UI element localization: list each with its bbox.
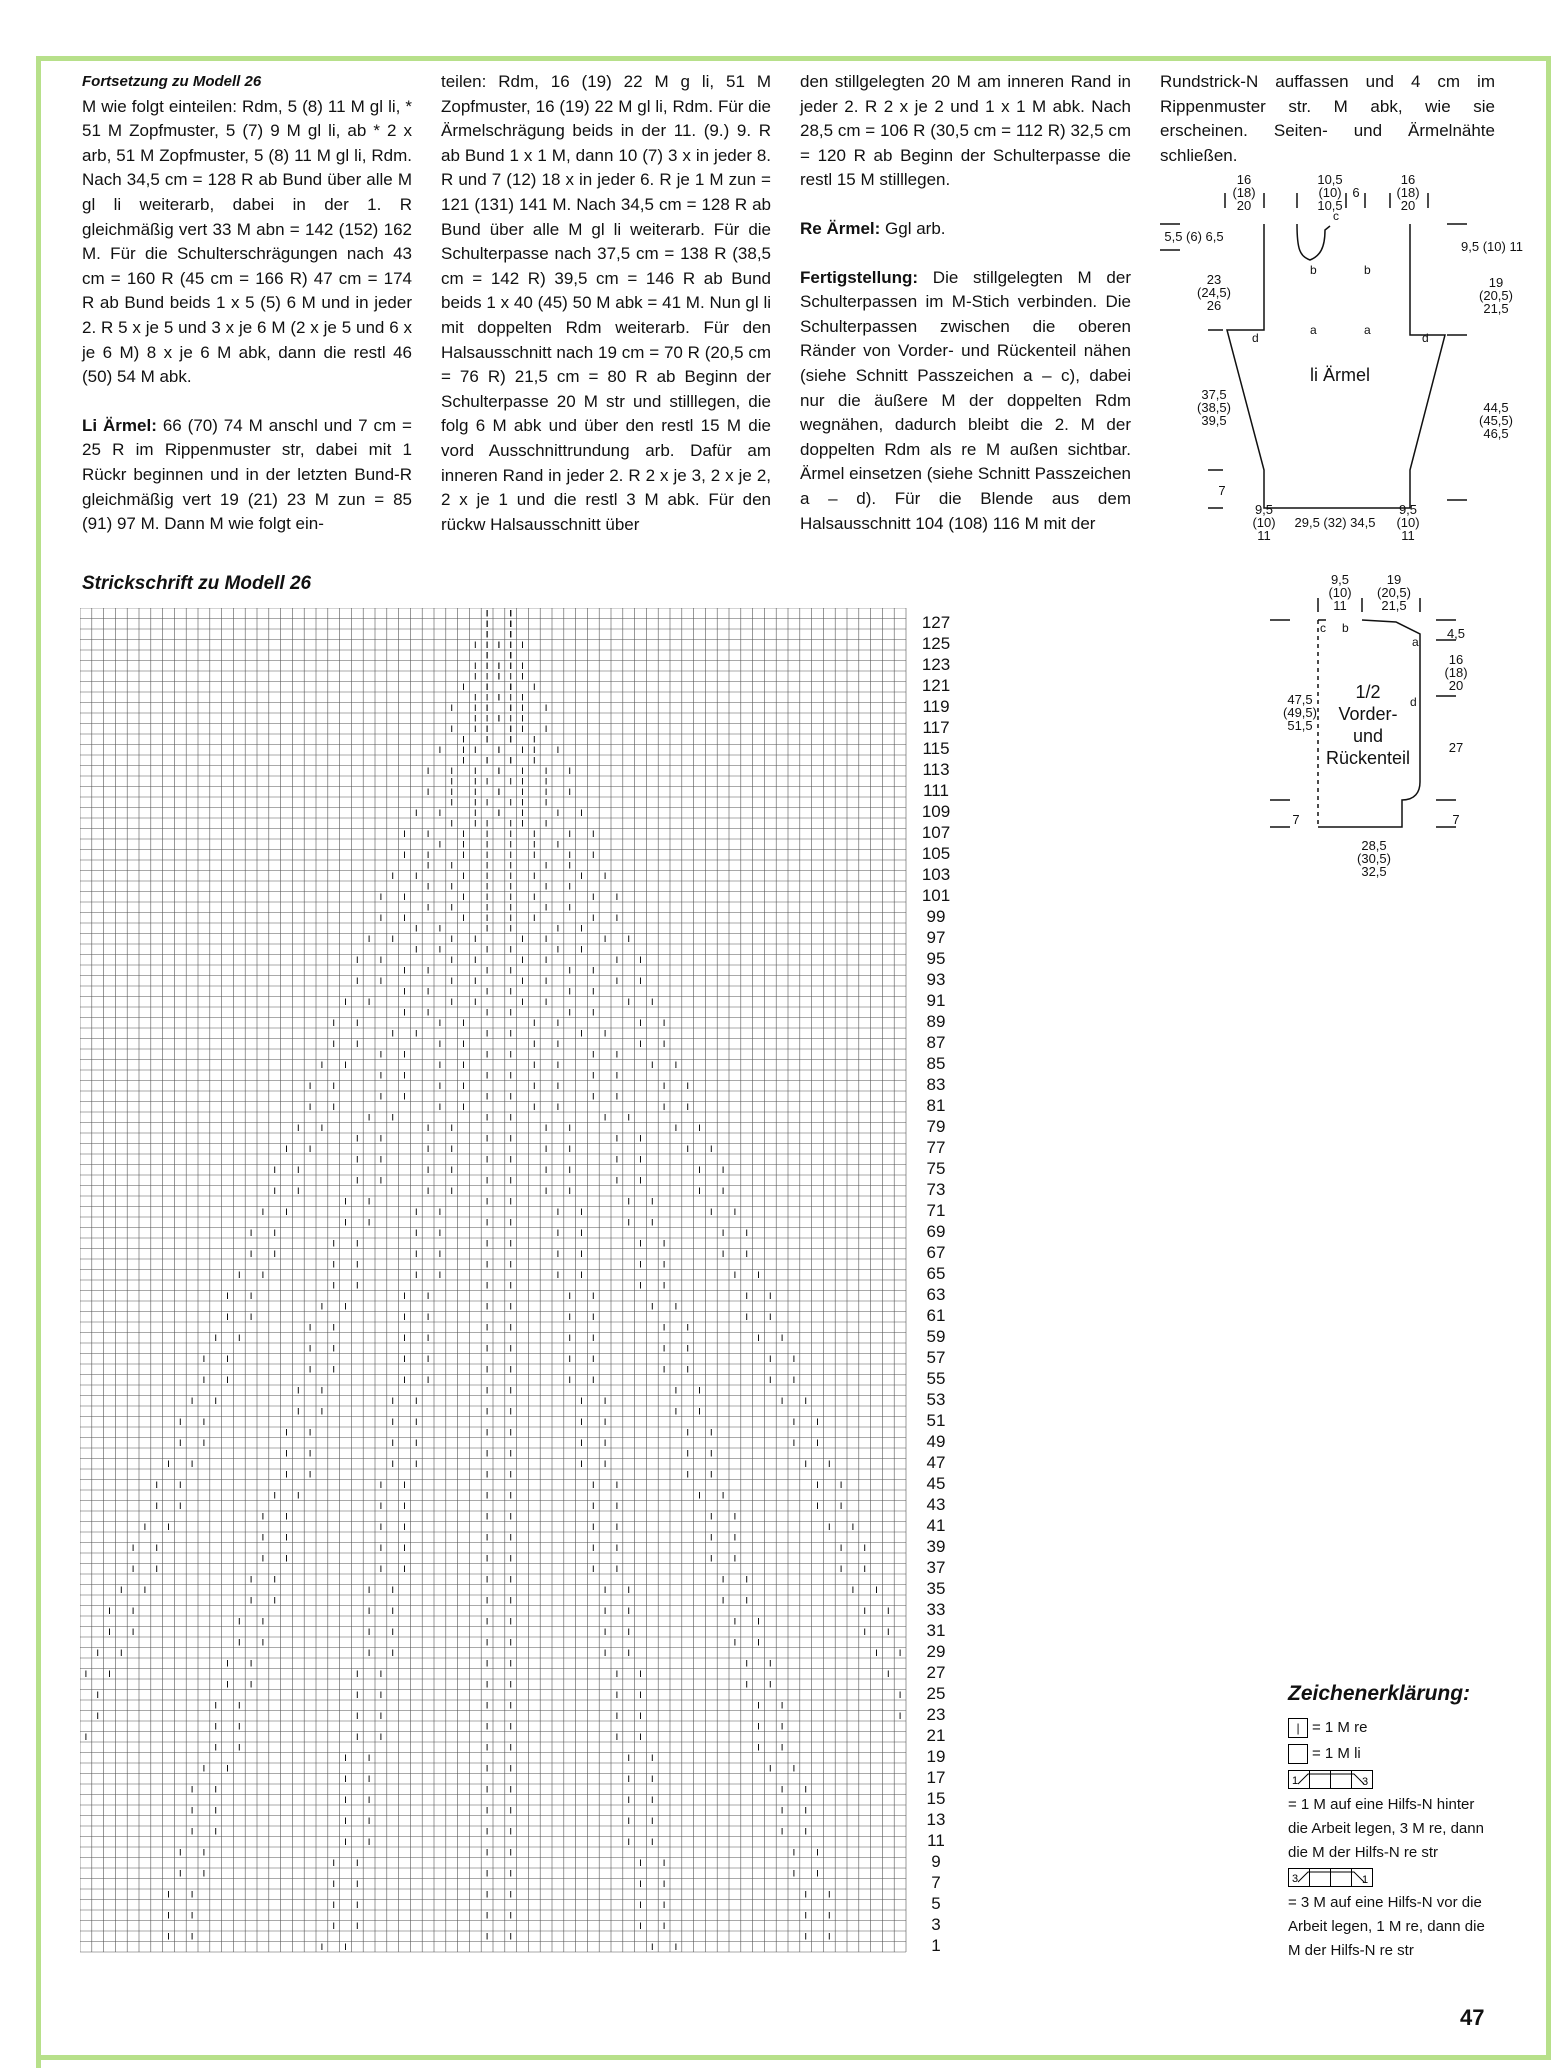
schematic-title: und bbox=[1352, 726, 1384, 746]
paragraph bbox=[800, 217, 1131, 242]
paragraph-label: Re Ärmel: bbox=[800, 218, 881, 238]
row-number: 53 bbox=[926, 1389, 946, 1409]
row-number: 83 bbox=[926, 1074, 946, 1094]
legend-item-purl bbox=[1288, 1741, 1498, 1767]
row-number: 87 bbox=[926, 1032, 946, 1052]
row-number: 81 bbox=[926, 1095, 946, 1115]
dim-text: 9,5 bbox=[1254, 502, 1274, 517]
cross-left-symbol-icon bbox=[1288, 1868, 1374, 1888]
row-number: 37 bbox=[926, 1557, 946, 1577]
dim-text: 20 bbox=[1400, 198, 1416, 213]
dim-text: 26 bbox=[1206, 298, 1222, 313]
row-number: 35 bbox=[926, 1578, 946, 1598]
chart-title: Strickschrift zu Modell 26 bbox=[82, 573, 312, 594]
paragraph: Rundstrick-N auffassen und 4 cm im Rippenmuster str. M abk, wie sie erscheinen. Seiten- und Ärmelnähte schließen. bbox=[1160, 72, 1495, 165]
dim-text: 16 bbox=[1400, 172, 1416, 187]
dim-text: (18) bbox=[1232, 185, 1256, 200]
row-number: 23 bbox=[926, 1704, 946, 1724]
dim-text: 19 bbox=[1386, 572, 1402, 587]
dim-text: (10) bbox=[1318, 185, 1342, 200]
text-column-4 bbox=[1160, 70, 1495, 168]
text-column-2 bbox=[441, 70, 771, 537]
row-number: 99 bbox=[926, 906, 946, 926]
dim-text: (20,5) bbox=[1479, 288, 1513, 303]
row-number: 111 bbox=[923, 780, 949, 800]
row-number: 63 bbox=[926, 1284, 946, 1304]
legend-text: = 1 M li bbox=[1312, 1745, 1361, 1762]
purl-symbol-icon bbox=[1288, 1744, 1308, 1764]
row-number: 79 bbox=[926, 1116, 946, 1136]
row-number: 105 bbox=[921, 843, 951, 863]
legend bbox=[1288, 1683, 1498, 1963]
row-number: 73 bbox=[926, 1179, 946, 1199]
dim-text: 21,5 bbox=[1483, 301, 1509, 316]
dim-text: (18) bbox=[1396, 185, 1420, 200]
row-number: 77 bbox=[926, 1137, 946, 1157]
pass-mark: a bbox=[1412, 635, 1419, 649]
paragraph: teilen: Rdm, 16 (19) 22 M g li, 51 M Zopfmuster, 16 (19) 22 M gl li, Rdm. Für die Ärmelschrägung beids in der 11. (9.) 9. R ab Bund 1 x 1 M, dann 10 (7) 3 x in jeder 8. R und 7 (12) 18 x in jeder 6. R je 1 M zun = 121 (131) 141 M. Nach 34,5 cm = 128 R ab Bund über alle M gl li weiterarb. Für die Schulterpasse nach 37,5 cm = 138 R (38,5 cm = 142 R) 39,5 cm = 146 R ab Bund beids 1 x 40 (45) 50 M abk = 41 M. Nun gl li mit doppelten Rdm weiterarb. Für den Halsausschnitt nach 19 cm = 70 R (20,5 cm = 76 R) 21,5 cm = 80 R ab Beginn der Schulterpasse 20 M str und stilllegen, die folg 6 M abk und über den restl 15 M die vord Ausschnittrundung arb. Dafür am inneren Rand in jeder 2. R 2 x je 3, 2 x je 2, 2 x je 1 und die restl 3 M abk. Für den rückw Halsausschnitt über bbox=[441, 72, 771, 534]
row-number: 55 bbox=[926, 1368, 946, 1388]
dim-text: 7 bbox=[1218, 483, 1226, 498]
row-number: 103 bbox=[921, 864, 951, 884]
row-number: 21 bbox=[926, 1725, 946, 1745]
row-number: 121 bbox=[921, 675, 951, 695]
dim-text: 27 bbox=[1448, 740, 1464, 755]
pass-mark: a bbox=[1310, 323, 1317, 337]
pass-mark: d bbox=[1422, 331, 1429, 345]
row-number: 17 bbox=[926, 1767, 946, 1787]
row-number: 9 bbox=[931, 1851, 941, 1871]
row-number: 69 bbox=[926, 1221, 946, 1241]
row-number: 61 bbox=[926, 1305, 946, 1325]
row-number: 65 bbox=[926, 1263, 946, 1283]
legend-text: = 1 M re bbox=[1312, 1719, 1368, 1736]
row-number: 11 bbox=[927, 1830, 945, 1850]
row-number: 39 bbox=[926, 1536, 946, 1556]
row-number: 97 bbox=[926, 927, 946, 947]
row-number: 27 bbox=[926, 1662, 946, 1682]
paragraph: den stillgelegten 20 M am inneren Rand in jeder 2. R 2 x je 2 und 1 x 1 M abk. Nach 28,5 cm = 106 R (30,5 cm = 112 R) 32,5 cm = 120 R ab Beginn der Schulterpasse die restl 15 M stilllegen. bbox=[800, 72, 1131, 190]
dim-text: 19 bbox=[1488, 275, 1504, 290]
legend-text: = 1 M auf eine Hilfs-N hinter die Arbeit legen, 3 M re, dann die M der Hilfs-N re str bbox=[1288, 1796, 1484, 1861]
row-number: 47 bbox=[926, 1452, 946, 1472]
row-number: 127 bbox=[921, 612, 951, 632]
symbol-number: 3 bbox=[1292, 1873, 1299, 1885]
dim-text: 37,5 bbox=[1201, 387, 1227, 402]
dim-text: 7 bbox=[1452, 812, 1460, 827]
knitting-chart bbox=[80, 608, 1190, 2008]
dim-text: 11 bbox=[1257, 528, 1271, 543]
row-number: 25 bbox=[926, 1683, 946, 1703]
row-number: 45 bbox=[926, 1473, 946, 1493]
row-number: 43 bbox=[926, 1494, 946, 1514]
dim-text: 10,5 bbox=[1317, 198, 1343, 213]
row-number: 59 bbox=[926, 1326, 946, 1346]
row-number: 119 bbox=[922, 696, 950, 716]
text-column-3 bbox=[800, 70, 1131, 536]
dim-text: 32,5 bbox=[1361, 864, 1387, 879]
row-number: 95 bbox=[926, 948, 946, 968]
paragraph-body: Ggl arb. bbox=[880, 218, 946, 238]
row-number: 85 bbox=[926, 1053, 946, 1073]
legend-item-cross-right bbox=[1288, 1767, 1498, 1793]
row-number: 51 bbox=[926, 1410, 946, 1430]
paragraph-label: Fertigstellung: bbox=[800, 267, 919, 287]
dim-text: 5,5 (6) 6,5 bbox=[1164, 229, 1224, 244]
legend-text: = 3 M auf eine Hilfs-N vor die Arbeit legen, 1 M re, dann die M der Hilfs-N re str bbox=[1288, 1894, 1485, 1959]
dim-text: (20,5) bbox=[1377, 585, 1411, 600]
row-number: 115 bbox=[922, 738, 950, 758]
row-number: 113 bbox=[922, 759, 950, 779]
pass-mark: d bbox=[1410, 695, 1417, 709]
row-number: 13 bbox=[926, 1809, 946, 1829]
text-column-1 bbox=[82, 70, 412, 537]
pass-mark: b bbox=[1364, 263, 1371, 277]
dim-text: 16 bbox=[1448, 652, 1464, 667]
row-number: 31 bbox=[926, 1620, 946, 1640]
body-schematic bbox=[1270, 572, 1510, 882]
legend-item-knit bbox=[1288, 1715, 1498, 1741]
dim-text: 16 bbox=[1236, 172, 1252, 187]
dim-text: 28,5 bbox=[1361, 838, 1387, 853]
legend-title: Zeichenerklärung: bbox=[1288, 1682, 1471, 1705]
dim-text: 51,5 bbox=[1287, 718, 1313, 733]
cross-right-symbol-icon bbox=[1288, 1770, 1374, 1790]
row-number: 125 bbox=[921, 633, 951, 653]
dim-text: 44,5 bbox=[1483, 400, 1509, 415]
row-number: 89 bbox=[926, 1011, 946, 1031]
dim-text: 39,5 bbox=[1201, 413, 1227, 428]
paragraph-body: 66 (70) 74 M anschl und 7 cm = 25 R im Rippenmuster str, dabei mit 1 Rückr beginnen und in der letzten Bund-R gleichmäßig vert 19 (21) 23 M zun = 85 (91) 97 M. Dann M wie folgt ein- bbox=[82, 415, 412, 534]
row-number: 109 bbox=[921, 801, 951, 821]
row-number: 41 bbox=[926, 1515, 946, 1535]
row-number: 33 bbox=[926, 1599, 946, 1619]
dim-text: 9,5 bbox=[1398, 502, 1418, 517]
row-number: 107 bbox=[921, 822, 951, 842]
dim-text: (18) bbox=[1444, 665, 1468, 680]
row-number: 91 bbox=[926, 990, 946, 1010]
sleeve-schematic bbox=[1160, 170, 1540, 560]
row-number: 117 bbox=[922, 717, 950, 737]
row-number: 101 bbox=[921, 885, 951, 905]
dim-text: (10) bbox=[1328, 585, 1352, 600]
dim-text: 20 bbox=[1448, 678, 1464, 693]
paragraph bbox=[82, 414, 412, 537]
dim-text: (10) bbox=[1252, 515, 1276, 530]
page-number: 47 bbox=[1460, 2005, 1485, 2030]
section-heading: Fortsetzung zu Modell 26 bbox=[82, 73, 262, 90]
dim-text: 11 bbox=[1333, 598, 1347, 613]
dim-text: (38,5) bbox=[1197, 400, 1231, 415]
dim-text: 47,5 bbox=[1287, 692, 1313, 707]
dim-text: 4,5 bbox=[1446, 626, 1466, 641]
pass-mark: b bbox=[1310, 263, 1317, 277]
row-number: 1 bbox=[931, 1935, 941, 1955]
dim-text: 21,5 bbox=[1381, 598, 1407, 613]
row-number: 5 bbox=[931, 1893, 941, 1913]
row-number: 93 bbox=[926, 969, 946, 989]
paragraph: M wie folgt einteilen: Rdm, 5 (8) 11 M gl li, * 51 M Zopfmuster, 5 (7) 9 M gl li, ab * 2 x arb, 51 M Zopfmuster, 5 (8) 11 M gl li, Rdm. Nach 34,5 cm = 128 R ab Bund über alle M gl li weiterarb, dabei in der 1. R gleichmäßig vert 33 M abn = 142 (152) 162 M. Für die Schulterschrägungen nach 43 cm = 160 R (45 cm = 166 R) 47 cm = 174 R ab Bund beids 1 x 5 (5) 6 M und in jeder 2. R 5 x je 5 und 3 x je 6 M (2 x je 5 und 6 x je 6 M) 8 x je 6 M abk, dann die restl 46 (50) 54 M abk. bbox=[82, 96, 412, 387]
row-number: 3 bbox=[931, 1914, 941, 1934]
schematic-title: li Ärmel bbox=[1309, 365, 1371, 385]
row-number: 67 bbox=[926, 1242, 946, 1262]
row-number: 15 bbox=[926, 1788, 946, 1808]
frame-border-top bbox=[36, 56, 1551, 61]
knit-symbol-icon: | bbox=[1288, 1718, 1308, 1738]
symbol-number: 3 bbox=[1362, 1776, 1369, 1788]
dim-text: 46,5 bbox=[1483, 426, 1509, 441]
paragraph bbox=[800, 266, 1131, 537]
legend-item-cross-left bbox=[1288, 1865, 1498, 1891]
dim-text: 7 bbox=[1292, 812, 1300, 827]
row-number: 75 bbox=[926, 1158, 946, 1178]
dim-text: 11 bbox=[1401, 528, 1415, 543]
dim-text: 29,5 (32) 34,5 bbox=[1294, 515, 1376, 530]
row-number: 49 bbox=[926, 1431, 946, 1451]
row-number: 19 bbox=[926, 1746, 946, 1766]
frame-border-left bbox=[36, 56, 41, 2068]
row-number: 57 bbox=[926, 1347, 946, 1367]
schematic-title: Rückenteil bbox=[1325, 748, 1411, 768]
paragraph-label: Li Ärmel: bbox=[82, 415, 157, 435]
paragraph-body: Die stillgelegten M der Schulterpassen im M-Stich verbinden. Die Schulterpassen zwischen die oberen Ränder von Vorder- und Rückenteil nähen (siehe Schnitt Passzeichen a – c), dabei nur die äußere M der doppelten Rdm wegnähen, dadurch bleibt die 2. M der doppelten Rdm als re M außen sichtbar. Ärmel einsetzen (siehe Schnitt Passzeichen a – d). Für die Blende aus dem Halsausschnitt 104 (108) 116 M mit der bbox=[800, 267, 1131, 533]
symbol-number: 1 bbox=[1362, 1874, 1369, 1886]
dim-text: (49,5) bbox=[1283, 705, 1317, 720]
dim-text: 9,5 (10) 11 bbox=[1461, 239, 1523, 254]
dim-text: (45,5) bbox=[1479, 413, 1513, 428]
dim-text: 20 bbox=[1236, 198, 1252, 213]
dim-text: 6 bbox=[1352, 185, 1360, 200]
row-number: 123 bbox=[921, 654, 951, 674]
top-margin bbox=[0, 0, 1551, 58]
pass-mark: d bbox=[1252, 331, 1259, 345]
frame-border-right bbox=[1546, 56, 1551, 2060]
row-number: 7 bbox=[931, 1872, 941, 1892]
dim-text: (30,5) bbox=[1357, 851, 1391, 866]
frame-border-bottom bbox=[36, 2055, 1551, 2060]
schematic-title: Vorder- bbox=[1338, 704, 1398, 724]
pass-mark: a bbox=[1364, 323, 1371, 337]
pass-mark: c bbox=[1320, 621, 1326, 635]
dim-text: (24,5) bbox=[1197, 285, 1231, 300]
symbol-number: 1 bbox=[1292, 1775, 1299, 1787]
row-number: 71 bbox=[926, 1200, 946, 1220]
dim-text: (10) bbox=[1396, 515, 1420, 530]
row-number: 29 bbox=[926, 1641, 946, 1661]
dim-text: 23 bbox=[1206, 272, 1222, 287]
schematic-title: 1/2 bbox=[1355, 682, 1381, 702]
dim-text: 10,5 bbox=[1317, 172, 1343, 187]
pass-mark: b bbox=[1342, 621, 1349, 635]
dim-text: 9,5 bbox=[1330, 572, 1350, 587]
pass-mark: c bbox=[1333, 209, 1339, 223]
